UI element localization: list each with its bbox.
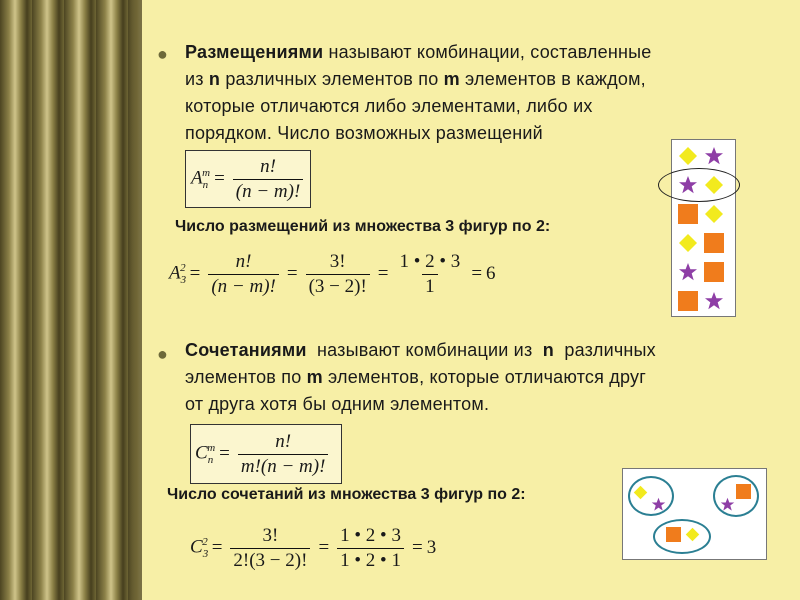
arrangements-line-3: которые отличаются либо элементами, либо их <box>185 96 593 116</box>
curtain-decoration <box>0 0 142 600</box>
diamond-icon <box>685 527 700 542</box>
square-icon <box>736 484 751 499</box>
combinations-line-1: Сочетаниями называют комбинации из n различных <box>185 340 656 360</box>
arrangements-line-2: из n различных элементов по m элементов в каждом, <box>185 69 646 89</box>
combinations-definition <box>185 337 767 418</box>
star-icon <box>704 146 724 166</box>
combinations-pictogram <box>622 468 767 560</box>
arrangements-term: Размещениями <box>185 42 324 62</box>
star-icon <box>704 291 724 311</box>
slide-content <box>142 0 800 600</box>
diamond-icon <box>704 204 724 224</box>
square-icon <box>704 233 724 253</box>
square-icon <box>678 291 698 311</box>
diamond-icon <box>678 233 698 253</box>
diamond-icon <box>678 146 698 166</box>
combinations-example-caption: Число сочетаний из множества 3 фигур по 2: <box>167 486 526 503</box>
star-icon <box>651 497 666 512</box>
arrangements-line-1: Размещениями называют комбинации, составленные <box>185 42 652 62</box>
bullet-arrangements: ● <box>157 44 168 64</box>
square-icon <box>678 204 698 224</box>
bullet-combinations: ● <box>157 344 168 364</box>
diamond-icon <box>633 485 648 500</box>
highlight-ellipse <box>658 168 740 202</box>
combinations-formula: $C_n^m$ = $\frac{n!}{m!(n - m)!}$ <box>195 427 332 481</box>
star-icon <box>678 262 698 282</box>
star-icon <box>720 497 735 512</box>
combinations-example-formula: $C_3^2$ = $\frac{3!}{2!(3 - 2)!}$ = $\frac{1 • 2 • 3}{1 • 2 • 1}$ = 3 <box>190 524 437 571</box>
arrangements-formula: $A_n^m$ = $\frac{n!}{(n - m)!}$ <box>191 153 307 205</box>
combinations-line-3: от друга хотя бы одним элементом. <box>185 394 490 414</box>
group-ring <box>653 519 711 554</box>
square-icon <box>666 527 681 542</box>
combinations-line-2: элементов по m элементов, которые отличаются друг <box>185 367 646 387</box>
arrangements-definition <box>185 39 767 147</box>
arrangements-line-4: порядком. Число возможных размещений <box>185 123 543 143</box>
arrangements-example-formula: $A_3^2$ = $\frac{n!}{(n - m)!}$ = $\frac{3!}{(3 - 2)!}$ = $\frac{1 • 2 • 3}{1}$ = 6 <box>169 250 496 297</box>
combinations-term: Сочетаниями <box>185 340 307 360</box>
arrangements-example-caption: Число размещений из множества 3 фигур по 2: <box>175 218 551 235</box>
square-icon <box>704 262 724 282</box>
arrangements-pictogram <box>671 139 736 317</box>
